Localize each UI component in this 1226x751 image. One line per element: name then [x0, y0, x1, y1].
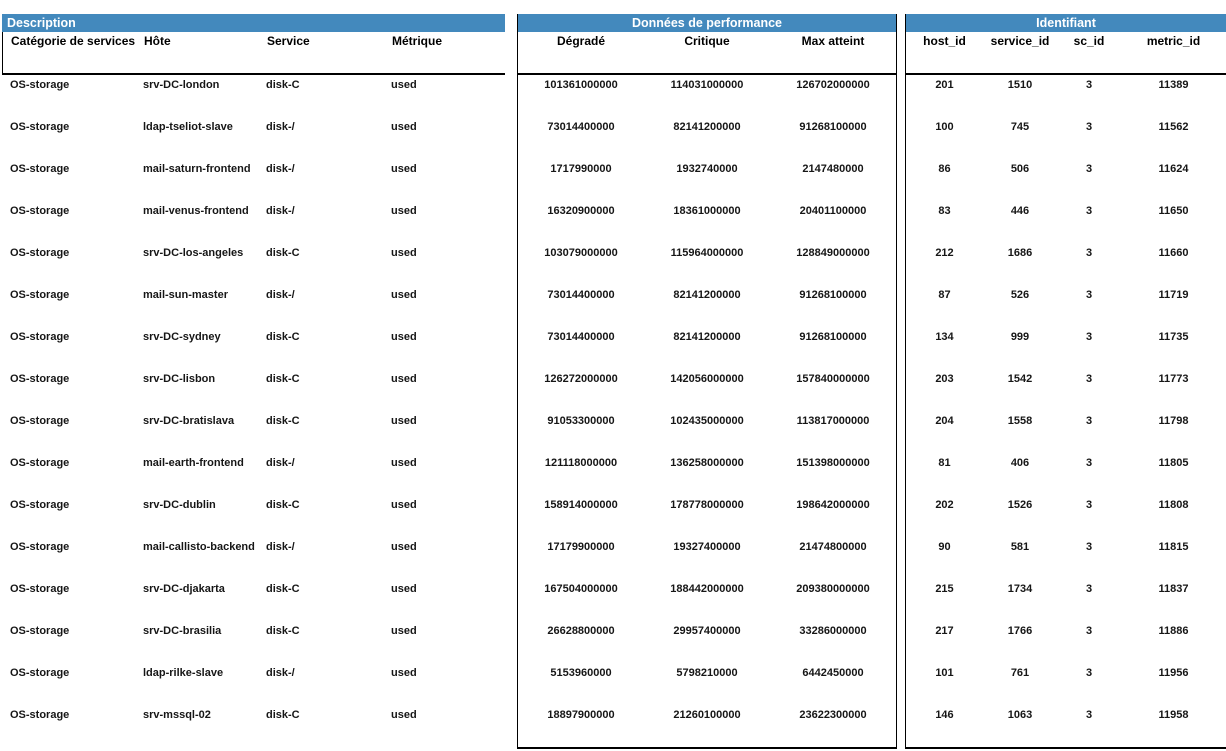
- table-cell: 1526: [1007, 499, 1033, 511]
- column-header-critique: Critique: [684, 34, 730, 48]
- table-row: [518, 327, 896, 369]
- table-cell: 136258000000: [670, 457, 744, 469]
- table-cell: 506: [1010, 163, 1030, 175]
- table-row: [906, 453, 1226, 495]
- table-cell: disk-C: [266, 625, 300, 637]
- table-row: [2, 201, 505, 243]
- table-cell: 11886: [1158, 625, 1189, 637]
- table-cell: 17179900000: [547, 541, 615, 553]
- table-row: [518, 369, 896, 411]
- table-row: [2, 285, 505, 327]
- table-cell: srv-DC-dublin: [143, 499, 216, 511]
- table-cell: 73014400000: [547, 289, 615, 301]
- table-cell: mail-venus-frontend: [143, 205, 249, 217]
- table-row: [518, 495, 896, 537]
- table-cell: OS-storage: [10, 541, 70, 553]
- table-cell: mail-earth-frontend: [143, 457, 244, 469]
- table-cell: 101: [935, 667, 954, 679]
- table-cell: 203: [935, 373, 954, 385]
- table-cell: used: [391, 583, 417, 595]
- table-cell: 999: [1010, 331, 1030, 343]
- table-cell: 3: [1085, 415, 1093, 427]
- table-cell: mail-callisto-backend: [143, 541, 255, 553]
- table-cell: disk-C: [266, 583, 300, 595]
- table-cell: 157840000000: [796, 373, 870, 385]
- table-row: [906, 369, 1226, 411]
- table-cell: 1510: [1007, 79, 1033, 91]
- table-cell: disk-C: [266, 415, 300, 427]
- table-cell: 128849000000: [796, 247, 870, 259]
- table-cell: disk-/: [266, 541, 295, 553]
- table-cell: 29957400000: [673, 625, 741, 637]
- table-cell: OS-storage: [10, 289, 70, 301]
- table-cell: used: [391, 121, 417, 133]
- table-cell: used: [391, 667, 417, 679]
- table-cell: 178778000000: [670, 499, 744, 511]
- table-cell: 5153960000: [550, 667, 612, 679]
- table-row: [518, 621, 896, 663]
- table-cell: mail-saturn-frontend: [143, 163, 251, 175]
- table-row: [906, 537, 1226, 579]
- table-cell: 73014400000: [547, 121, 615, 133]
- table-cell: used: [391, 247, 417, 259]
- table-cell: 11958: [1158, 709, 1189, 721]
- table-cell: 82141200000: [673, 331, 741, 343]
- column-header-host-id: host_id: [923, 34, 966, 48]
- table-cell: disk-C: [266, 331, 300, 343]
- table-cell: 11798: [1158, 415, 1189, 427]
- table-cell: 11805: [1158, 457, 1189, 469]
- table-cell: used: [391, 457, 417, 469]
- table-cell: 11719: [1158, 289, 1189, 301]
- table-cell: 26628800000: [547, 625, 615, 637]
- table-row: [518, 117, 896, 159]
- table-cell: 3: [1085, 205, 1093, 217]
- table-cell: 3: [1085, 583, 1093, 595]
- table-cell: 11956: [1158, 667, 1189, 679]
- table-cell: 761: [1010, 667, 1030, 679]
- table-row: [2, 159, 505, 201]
- table-cell: 201: [935, 79, 954, 91]
- table-row: [518, 411, 896, 453]
- column-header-max-atteint: Max atteint: [801, 34, 865, 48]
- table-row: [518, 537, 896, 579]
- rows-performance: [518, 75, 896, 747]
- table-row: [906, 201, 1226, 243]
- table-cell: 115964000000: [670, 247, 744, 259]
- table-cell: 3: [1085, 625, 1093, 637]
- table-row: [518, 75, 896, 117]
- subheader-performance: [518, 32, 896, 75]
- table-cell: 158914000000: [544, 499, 618, 511]
- table-cell: 198642000000: [796, 499, 870, 511]
- table-cell: 142056000000: [670, 373, 744, 385]
- table-cell: OS-storage: [10, 583, 70, 595]
- table-cell: disk-/: [266, 457, 295, 469]
- table-cell: used: [391, 163, 417, 175]
- table-cell: 1542: [1007, 373, 1033, 385]
- table-cell: 126272000000: [544, 373, 618, 385]
- table-cell: 3: [1085, 331, 1093, 343]
- table-cell: mail-sun-master: [143, 289, 228, 301]
- rows-identifiant: [906, 75, 1226, 747]
- table-row: [906, 75, 1226, 117]
- table-row: [2, 495, 505, 537]
- table-cell: srv-DC-brasilia: [143, 625, 222, 637]
- table-cell: OS-storage: [10, 457, 70, 469]
- table-row: [2, 537, 505, 579]
- table-cell: srv-DC-sydney: [143, 331, 221, 343]
- table-cell: 215: [935, 583, 954, 595]
- table-cell: disk-C: [266, 709, 300, 721]
- subheader-identifiant: [906, 32, 1226, 75]
- table-cell: disk-C: [266, 373, 300, 385]
- table-cell: OS-storage: [10, 331, 70, 343]
- table-cell: 91268100000: [799, 121, 867, 133]
- table-row: [906, 621, 1226, 663]
- table-cell: 11735: [1158, 331, 1189, 343]
- table-row: [906, 285, 1226, 327]
- table-cell: 151398000000: [796, 457, 870, 469]
- table-cell: OS-storage: [10, 709, 70, 721]
- table-cell: used: [391, 205, 417, 217]
- table-cell: used: [391, 415, 417, 427]
- table-cell: used: [391, 541, 417, 553]
- table-cell: ldap-tseliot-slave: [143, 121, 233, 133]
- table-cell: 114031000000: [670, 79, 744, 91]
- table-cell: 1766: [1007, 625, 1033, 637]
- table-row: [518, 579, 896, 621]
- table-cell: 3: [1085, 667, 1093, 679]
- table-cell: 82141200000: [673, 289, 741, 301]
- table-cell: 134: [935, 331, 954, 343]
- table-cell: 581: [1010, 541, 1030, 553]
- subheader-description: [2, 32, 505, 75]
- table-row: [518, 243, 896, 285]
- group-description: [2, 14, 505, 747]
- table-cell: 11562: [1158, 121, 1189, 133]
- table-cell: OS-storage: [10, 415, 70, 427]
- table-row: [2, 453, 505, 495]
- table-row: [518, 159, 896, 201]
- table-row: [518, 705, 896, 747]
- table-row: [2, 327, 505, 369]
- table-cell: 3: [1085, 541, 1093, 553]
- table-row: [2, 369, 505, 411]
- table-cell: 3: [1085, 289, 1093, 301]
- table-cell: srv-DC-bratislava: [143, 415, 235, 427]
- table-cell: 16320900000: [547, 205, 615, 217]
- table-cell: 18361000000: [673, 205, 741, 217]
- table-cell: 23622300000: [799, 709, 867, 721]
- table-row: [518, 453, 896, 495]
- table-cell: 3: [1085, 121, 1093, 133]
- table-cell: 204: [935, 415, 954, 427]
- table-cell: 188442000000: [670, 583, 744, 595]
- table-cell: 1717990000: [550, 163, 612, 175]
- group-performance: [517, 14, 897, 749]
- table-row: [2, 579, 505, 621]
- table-cell: 11837: [1158, 583, 1189, 595]
- table-cell: disk-/: [266, 289, 295, 301]
- table-cell: ldap-rilke-slave: [143, 667, 224, 679]
- table-row: [906, 579, 1226, 621]
- table-cell: 20401100000: [799, 205, 867, 217]
- table-cell: 146: [935, 709, 954, 721]
- table-row: [2, 243, 505, 285]
- table-cell: 33286000000: [799, 625, 867, 637]
- column-header-service: Service: [267, 34, 310, 48]
- table-cell: 6442450000: [802, 667, 864, 679]
- table-row: [2, 411, 505, 453]
- table-cell: 1063: [1007, 709, 1033, 721]
- table-cell: 91268100000: [799, 289, 867, 301]
- column-header-metrique: Métrique: [392, 34, 443, 48]
- table-row: [2, 117, 505, 159]
- table-cell: 212: [935, 247, 954, 259]
- table-cell: 745: [1010, 121, 1030, 133]
- table-cell: OS-storage: [10, 247, 70, 259]
- table-cell: used: [391, 625, 417, 637]
- table-cell: used: [391, 709, 417, 721]
- table-cell: 11815: [1158, 541, 1189, 553]
- table-cell: 18897900000: [547, 709, 615, 721]
- table-cell: 3: [1085, 373, 1093, 385]
- table-row: [518, 663, 896, 705]
- table-cell: disk-/: [266, 163, 295, 175]
- table-cell: 446: [1010, 205, 1030, 217]
- table-cell: disk-/: [266, 205, 295, 217]
- table-cell: 2147480000: [802, 163, 864, 175]
- table-cell: srv-DC-los-angeles: [143, 247, 244, 259]
- table-row: [2, 621, 505, 663]
- table-row: [906, 411, 1226, 453]
- table-row: [2, 705, 505, 747]
- table-cell: disk-/: [266, 667, 295, 679]
- table-cell: 3: [1085, 709, 1093, 721]
- table-cell: disk-C: [266, 499, 300, 511]
- table-cell: 91053300000: [547, 415, 615, 427]
- table-cell: srv-DC-london: [143, 79, 220, 91]
- table-cell: srv-mssql-02: [143, 709, 211, 721]
- table-cell: 11389: [1158, 79, 1189, 91]
- table-cell: 202: [935, 499, 954, 511]
- table-cell: 11660: [1158, 247, 1189, 259]
- table-cell: 406: [1010, 457, 1030, 469]
- table-cell: 81: [938, 457, 951, 469]
- table-cell: srv-DC-lisbon: [143, 373, 216, 385]
- table-cell: 91268100000: [799, 331, 867, 343]
- table-cell: 1558: [1007, 415, 1033, 427]
- table-cell: OS-storage: [10, 625, 70, 637]
- table-cell: 3: [1085, 499, 1093, 511]
- table-cell: 3: [1085, 163, 1093, 175]
- group-header-description: Description: [2, 14, 505, 32]
- table-row: [906, 327, 1226, 369]
- table-cell: 102435000000: [670, 415, 744, 427]
- table-cell: 113817000000: [796, 415, 870, 427]
- table-cell: disk-/: [266, 121, 295, 133]
- table-row: [906, 117, 1226, 159]
- table-row: [906, 705, 1226, 747]
- table-cell: 11650: [1158, 205, 1189, 217]
- table-cell: 1686: [1007, 247, 1033, 259]
- table-cell: OS-storage: [10, 373, 70, 385]
- table-row: [518, 285, 896, 327]
- table-cell: 11808: [1158, 499, 1189, 511]
- table-cell: OS-storage: [10, 667, 70, 679]
- table-cell: 101361000000: [544, 79, 618, 91]
- table-cell: 21260100000: [673, 709, 741, 721]
- table-row: [2, 663, 505, 705]
- group-header-performance: Données de performance: [518, 14, 896, 32]
- table-cell: used: [391, 373, 417, 385]
- table-cell: 19327400000: [673, 541, 741, 553]
- table-cell: OS-storage: [10, 499, 70, 511]
- table-row: [2, 75, 505, 117]
- table-cell: 3: [1085, 247, 1093, 259]
- column-header-sc-id: sc_id: [1073, 34, 1105, 48]
- table-cell: OS-storage: [10, 163, 70, 175]
- column-header-categorie: Catégorie de services: [11, 34, 136, 48]
- table-cell: 526: [1010, 289, 1030, 301]
- group-identifiant: [905, 14, 1226, 749]
- table-cell: 209380000000: [796, 583, 870, 595]
- table-cell: 21474800000: [799, 541, 867, 553]
- table-cell: used: [391, 331, 417, 343]
- table-cell: disk-C: [266, 79, 300, 91]
- table-row: [906, 159, 1226, 201]
- table-cell: 126702000000: [796, 79, 870, 91]
- table-cell: 3: [1085, 457, 1093, 469]
- table-row: [906, 243, 1226, 285]
- table-cell: 100: [935, 121, 954, 133]
- table-cell: OS-storage: [10, 79, 70, 91]
- table-cell: 121118000000: [544, 457, 618, 469]
- table-cell: 11624: [1158, 163, 1189, 175]
- column-header-hote: Hôte: [144, 34, 171, 48]
- table-cell: 73014400000: [547, 331, 615, 343]
- rows-description: [2, 75, 505, 747]
- table-row: [518, 201, 896, 243]
- table-cell: 167504000000: [544, 583, 618, 595]
- column-header-metric-id: metric_id: [1146, 34, 1201, 48]
- table-cell: 82141200000: [673, 121, 741, 133]
- column-header-service-id: service_id: [990, 34, 1050, 48]
- table-cell: 1932740000: [676, 163, 738, 175]
- table-cell: used: [391, 79, 417, 91]
- table-cell: used: [391, 289, 417, 301]
- table-row: [906, 495, 1226, 537]
- table-cell: 217: [935, 625, 954, 637]
- group-header-identifiant: Identifiant: [906, 14, 1226, 32]
- table-cell: disk-C: [266, 247, 300, 259]
- table-cell: 11773: [1158, 373, 1189, 385]
- table-cell: OS-storage: [10, 121, 70, 133]
- column-header-degrade: Dégradé: [556, 34, 606, 48]
- table-cell: used: [391, 499, 417, 511]
- table-cell: 5798210000: [676, 667, 738, 679]
- table-cell: srv-DC-djakarta: [143, 583, 225, 595]
- table-cell: 1734: [1007, 583, 1033, 595]
- table-cell: 87: [938, 289, 951, 301]
- table-cell: OS-storage: [10, 205, 70, 217]
- table-row: [906, 663, 1226, 705]
- table-cell: 3: [1085, 79, 1093, 91]
- table-cell: 103079000000: [544, 247, 618, 259]
- table-cell: 83: [938, 205, 951, 217]
- table-cell: 90: [938, 541, 951, 553]
- table-cell: 86: [938, 163, 951, 175]
